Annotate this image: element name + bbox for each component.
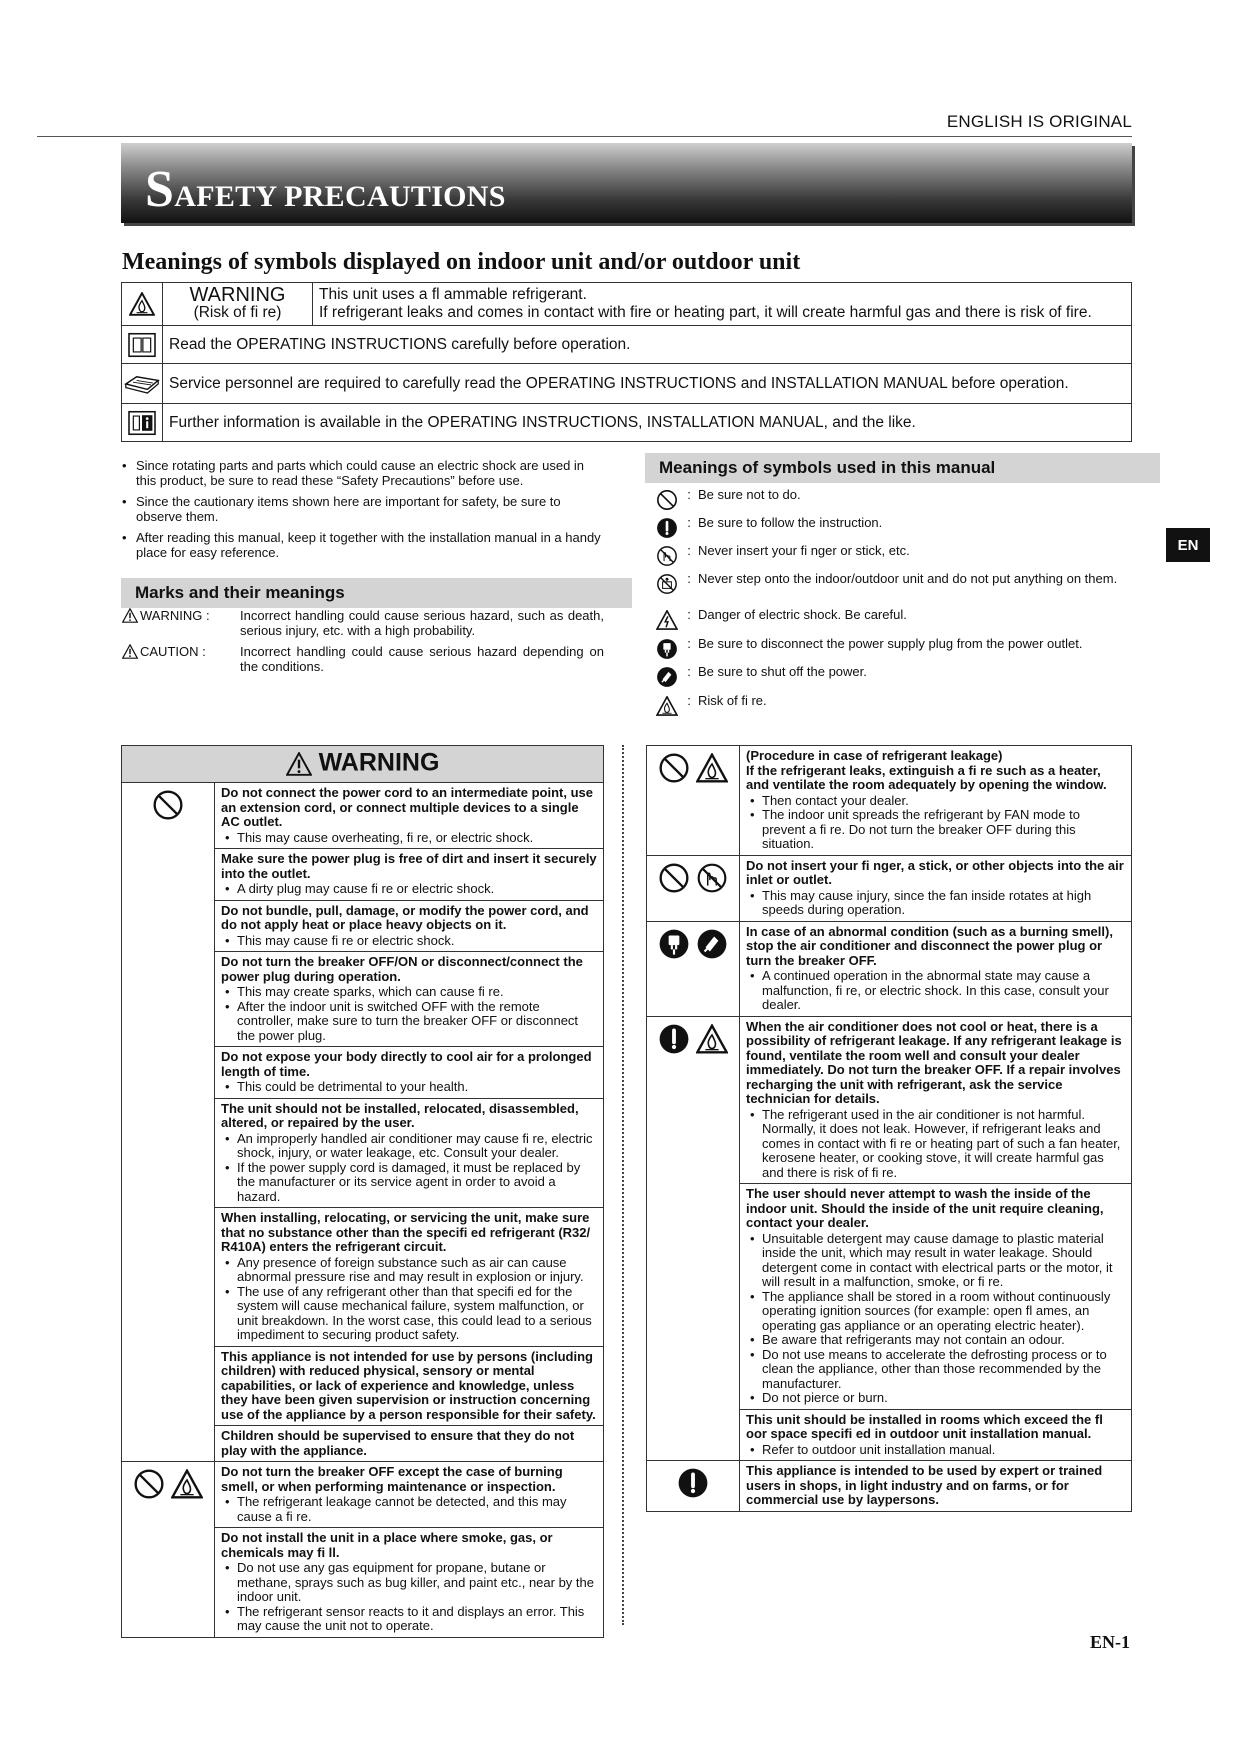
fire-warning-icon: [171, 1469, 203, 1499]
page-number: EN-1: [1090, 1632, 1130, 1652]
page-title: [145, 160, 506, 219]
item-heading: (Procedure in case of refrigerant leakage): [746, 748, 1003, 763]
caution-mark-text: Incorrect handling could cause serious hazard depending on the conditions.: [240, 644, 604, 674]
service-text: Service personnel are required to carefully read the OPERATING INSTRUCTIONS and INSTALLATION MANUAL before operation.: [163, 364, 1132, 404]
icon-cell: [647, 921, 740, 1016]
unit-symbols-table: [121, 282, 1132, 442]
icon-cell: [647, 746, 740, 856]
item-title: Do not turn the breaker OFF except the case of burning smell, or when performing maintenance or inspection.: [221, 1464, 563, 1494]
book-icon: [122, 326, 163, 364]
warning-item: [215, 783, 604, 849]
right-warning-table: [646, 745, 1132, 1512]
item-title: This unit should be installed in rooms which exceed the fl oor space specifi ed in outdoor unit installation manual.: [746, 1411, 1103, 1441]
item-title: When the air conditioner does not cool or heat, there is a possibility of refrigerant leakage. If any refrigerant leakage is found, ventilate the room well and consult your dealer immediately. Do not turn the breaker OFF. If a repair involves recharging the unit with refrigerant, ask the service technician for details.: [746, 1018, 1122, 1106]
warning-item: [740, 1184, 1132, 1410]
list-item: • Do not use means to accelerate the defrosting process or to clean the appliance, other than those recommended by the manufacturer.: [746, 1348, 1125, 1392]
list-item: • This could be detrimental to your health.: [221, 1080, 597, 1095]
list-item: • After the indoor unit is switched OFF with the remote controller, make sure to turn the breaker OFF or disconnect the power plug.: [221, 1000, 597, 1044]
icon-cell: [122, 1462, 215, 1638]
symbol-meaning: Be sure to shut off the power.: [698, 664, 867, 679]
intro-bullets: [122, 458, 602, 566]
list-item: • A dirty plug may cause fi re or electric shock.: [221, 882, 597, 897]
symbol-meaning: Danger of electric shock. Be careful.: [698, 607, 907, 622]
item-title: If the refrigerant leaks, extinguish a fi re such as a heater, and ventilate the room adequately by opening the window.: [746, 762, 1107, 792]
mandatory-icon: [677, 1467, 709, 1499]
warning-label-cell: [163, 283, 313, 326]
list-item: • This may create sparks, which can cause fi re.: [221, 985, 597, 1000]
symbols-heading: Meanings of symbols displayed on indoor unit and/or outdoor unit: [122, 249, 801, 275]
list-item: • Since the cautionary items shown here are important for safety, be sure to observe them.: [122, 494, 602, 524]
list-item: • This may cause fi re or electric shock.: [221, 934, 597, 949]
item-title: Make sure the power plug is free of dirt and insert it securely into the outlet.: [221, 851, 597, 881]
warning-item: [215, 1528, 604, 1638]
warning-mark-text: Incorrect handling could cause serious hazard, such as death, serious injury, etc. with a high probability.: [240, 608, 604, 638]
no-step-icon: [654, 572, 680, 596]
warning-item: [215, 1047, 604, 1099]
item-title: Children should be supervised to ensure that they do not play with the appliance.: [221, 1428, 575, 1458]
power-off-icon: [654, 665, 680, 689]
warning-item: [740, 1461, 1132, 1512]
mandatory-icon: [658, 1023, 690, 1055]
manual-symbols-list: : Be sure not to do. : Be sure to follow the instruction. : Never insert your fi nger or stick, etc. : Never step onto the indoor/outdoor unit and do not put anything on them. : Danger of electric shock. Be careful. : Be sure to disconnect the power supply plug from the power outlet. : Be sure to shut off the power. : Risk of fi re.: [654, 488, 1132, 722]
item-title: Do not bundle, pull, damage, or modify the power cord, and do not apply heat or place heavy objects on it.: [221, 902, 589, 932]
list-item: • Then contact your dealer.: [746, 794, 1125, 809]
language-tab: EN: [1166, 528, 1210, 562]
item-title: The user should never attempt to wash the inside of the indoor unit. Should the inside of the unit require cleaning, contact your dealer.: [746, 1186, 1104, 1230]
electric-shock-icon: [654, 608, 680, 632]
symbol-meaning: Never step onto the indoor/outdoor unit and do not put anything on them.: [698, 571, 1118, 586]
title-rest: AFETY PRECAUTIONS: [174, 180, 506, 213]
symbol-meaning: Be sure to follow the instruction.: [698, 515, 883, 530]
list-item: • The use of any refrigerant other than that specifi ed for the system will cause mechanical failure, system malfunction, or unit breakdown. In the worst case, this could lead to a serious impediment to securing product safety.: [221, 1285, 597, 1343]
further-text: Further information is available in the OPERATING INSTRUCTIONS, INSTALLATION MANUAL, and the like.: [163, 404, 1132, 442]
column-divider: [622, 745, 624, 1625]
icon-cell: [122, 783, 215, 1462]
item-title: Do not insert your fi nger, a stick, or other objects into the air inlet or outlet.: [746, 857, 1124, 887]
list-item: • Refer to outdoor unit installation manual.: [746, 1443, 1125, 1458]
list-item: • This may cause injury, since the fan inside rotates at high speeds during operation.: [746, 889, 1125, 918]
symbol-meaning: Risk of fi re.: [698, 693, 767, 708]
title-initial: S: [145, 161, 175, 218]
warning-item: [740, 855, 1132, 921]
language-note: ENGLISH IS ORIGINAL: [946, 112, 1132, 131]
prohibited-icon: [658, 862, 690, 894]
symbol-meaning: Never insert your fi nger or stick, etc.: [698, 543, 910, 558]
warning-item: [740, 1016, 1132, 1184]
mandatory-icon: [654, 516, 680, 540]
item-title: Do not expose your body directly to cool air for a prolonged length of time.: [221, 1049, 592, 1079]
fire-warning-icon: [122, 283, 163, 326]
item-title: In case of an abnormal condition (such as a burning smell), stop the air conditioner and disconnect the power plug or turn the breaker OFF.: [746, 923, 1113, 968]
warning-line-1: This unit uses a fl ammable refrigerant.: [319, 286, 587, 303]
list-item: • If the power supply cord is damaged, it must be replaced by the manufacturer or its service agent in order to avoid a hazard.: [221, 1161, 597, 1205]
list-item: • The refrigerant leakage cannot be detected, and this may cause a fi re.: [221, 1495, 597, 1524]
warning-table-heading: [122, 746, 604, 783]
info-book-icon: [122, 404, 163, 442]
warning-item: [215, 1098, 604, 1208]
manual-symbols-heading: Meanings of symbols used in this manual: [645, 453, 1160, 483]
header-rule: [37, 136, 1132, 137]
warning-line-2: If refrigerant leaks and comes in contact with fire or heating part, it will create harmful gas and there is risk of fire.: [319, 304, 1092, 321]
warning-item: [215, 900, 604, 952]
list-item: • Do not use any gas equipment for propane, butane or methane, sprays such as bug killer, and paint etc., near by the indoor unit.: [221, 1561, 597, 1605]
fire-icon: [654, 694, 680, 718]
item-title: Do not turn the breaker OFF/ON or disconnect/connect the power plug during operation.: [221, 954, 583, 984]
item-title: This appliance is not intended for use by persons (including children) with reduced physical, sensory or mental capabilities, or lack of experience and knowledge, unless they have been given supervision or instruction concerning use of the appliance by a person responsible for their safety.: [221, 1348, 596, 1422]
item-title: This appliance is intended to be used by expert or trained users in shops, in light industry and on farms, or for commercial use by laypersons.: [746, 1463, 1103, 1507]
list-item: • Do not pierce or burn.: [746, 1391, 1125, 1406]
warning-item: [215, 952, 604, 1047]
warning-text-cell: [313, 283, 1132, 326]
warning-item: [215, 1208, 604, 1347]
list-item: • Any presence of foreign substance such as air can cause abnormal pressure rise and may result in explosion or injury.: [221, 1256, 597, 1285]
caution-mark-label: CAUTION :: [140, 644, 206, 659]
warning-word: WARNING: [189, 284, 286, 306]
list-item: • Unsuitable detergent may cause damage to plastic material inside the unit, which may result in water leakage. Should detergent come in contact with electrical parts or the motor, it will result in a malfunction, smoke, or fi re.: [746, 1232, 1125, 1290]
symbol-meaning: Be sure to disconnect the power supply plug from the power outlet.: [698, 636, 1083, 651]
power-off-icon: [696, 928, 728, 960]
prohibited-icon: [658, 752, 690, 784]
service-manual-icon: [122, 364, 163, 404]
fire-warning-icon: [696, 753, 728, 783]
unplug-icon: [658, 928, 690, 960]
warning-table: [121, 745, 604, 1638]
icon-cell: [647, 1016, 740, 1461]
list-item: • The refrigerant used in the air conditioner is not harmful. Normally, it does not leak. However, if refrigerant leaks and comes in contact with fi re or heating part of such a fan heater, kerosene heater, or cooking stove, it will create harmful gas and there is risk of fi re.: [746, 1108, 1125, 1181]
list-item: • The refrigerant sensor reacts to it and displays an error. This may cause the unit not to operate.: [221, 1605, 597, 1634]
fire-warning-icon: [696, 1024, 728, 1054]
item-title: Do not connect the power cord to an intermediate point, use an extension cord, or connect multiple devices to a single AC outlet.: [221, 785, 593, 829]
prohibited-icon: [654, 488, 680, 512]
no-finger-icon: [654, 544, 680, 568]
list-item: • The indoor unit spreads the refrigerant by FAN mode to prevent a fi re. Do not turn the breaker OFF during this situation.: [746, 808, 1125, 852]
marks-heading: Marks and their meanings: [121, 578, 632, 608]
list-item: • A continued operation in the abnormal state may cause a malfunction, fi re, or electric shock. In this case, consult your dealer.: [746, 969, 1125, 1013]
icon-cell: [647, 855, 740, 921]
warning-triangle-icon: [122, 608, 138, 623]
list-item: • After reading this manual, keep it together with the installation manual in a handy place for easy reference.: [122, 530, 602, 560]
icon-cell: [647, 1461, 740, 1512]
list-item: • Since rotating parts and parts which could cause an electric shock are used in this product, be sure to read these “Safety Precautions” before use.: [122, 458, 602, 488]
list-item: • Be aware that refrigerants may not contain an odour.: [746, 1333, 1125, 1348]
symbol-meaning: Be sure not to do.: [698, 487, 801, 502]
warning-item: [215, 1462, 604, 1528]
warning-sub: (Risk of fi re): [193, 304, 282, 321]
warning-item: [215, 1346, 604, 1426]
warning-item: [740, 921, 1132, 1016]
item-title: Do not install the unit in a place where smoke, gas, or chemicals may fi ll.: [221, 1530, 553, 1560]
caution-triangle-icon: [122, 644, 138, 659]
list-item: • The appliance shall be stored in a room without continuously operating ignition sources (for example: open fl ames, an operating gas appliance or an operating electric heater).: [746, 1290, 1125, 1334]
warning-item: [740, 746, 1132, 856]
prohibited-icon: [152, 789, 184, 821]
marks-list: [122, 608, 604, 680]
warning-mark-label: WARNING :: [140, 608, 210, 623]
item-title: The unit should not be installed, relocated, disassembled, altered, or repaired by the user.: [221, 1100, 579, 1130]
warning-item: [740, 1409, 1132, 1461]
no-finger-icon: [696, 862, 728, 894]
warning-item: [215, 849, 604, 901]
unplug-icon: [654, 637, 680, 661]
list-item: • This may cause overheating, fi re, or electric shock.: [221, 831, 597, 846]
warning-heading-text: WARNING: [318, 748, 440, 777]
warning-item: [215, 1426, 604, 1462]
item-title: When installing, relocating, or servicing the unit, make sure that no substance other than the specifi ed refrigerant (R32/ R410A) enters the refrigerant circuit.: [221, 1210, 591, 1254]
warning-triangle-icon: [286, 752, 312, 776]
prohibited-icon: [133, 1468, 165, 1500]
read-ops-text: Read the OPERATING INSTRUCTIONS carefully before operation.: [163, 326, 1132, 364]
list-item: • An improperly handled air conditioner may cause fi re, electric shock, injury, or water leakage, etc. Consult your dealer.: [221, 1132, 597, 1161]
